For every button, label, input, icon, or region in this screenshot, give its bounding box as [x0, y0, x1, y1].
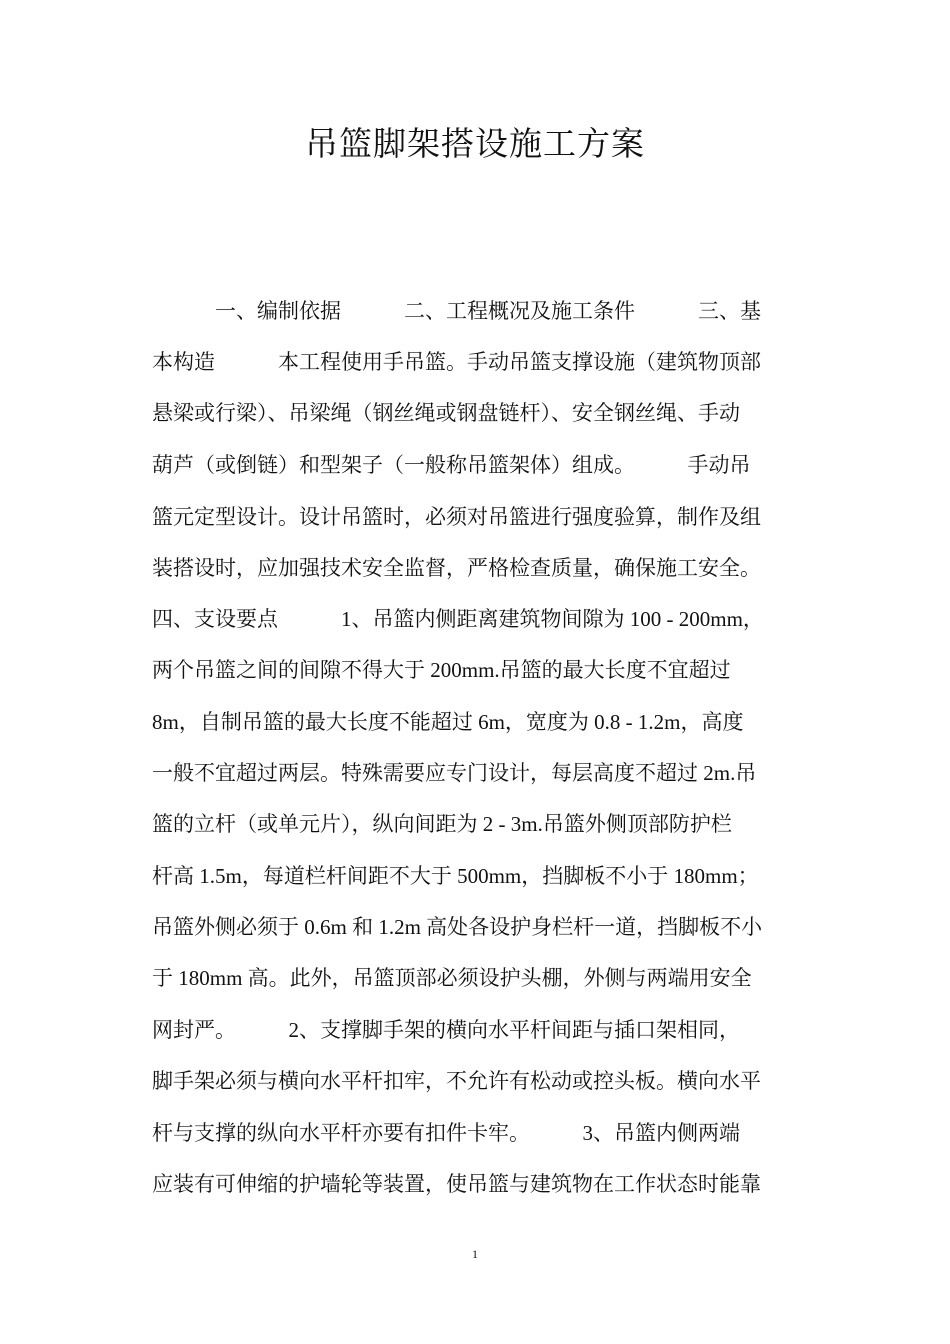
body-line: 两个吊篮之间的间隙不得大于 200mm.吊篮的最大长度不宜超过: [152, 658, 731, 682]
body-line: 吊篮外侧必须于 0.6m 和 1.2m 高处各设护身栏杆一道，挡脚板不小: [152, 915, 763, 939]
body-line: 四、支设要点 1、吊篮内侧距离建筑物间隙为 100 - 200mm，: [152, 607, 764, 631]
body-line: 脚手架必须与横向水平杆扣牢，不允许有松动或控头板。横向水平: [152, 1069, 761, 1093]
document-title: 吊篮脚架搭设施工方案: [305, 124, 645, 163]
body-line: 杆高 1.5m，每道栏杆间距不大于 500mm，挡脚板不小于 180mm；: [152, 864, 759, 888]
body-line: 8m，自制吊篮的最大长度不能超过 6m，宽度为 0.8 - 1.2m，高度: [152, 710, 744, 734]
body-line: 篮元定型设计。设计吊篮时，必须对吊篮进行强度验算，制作及组: [152, 505, 761, 529]
body-line: 装搭设时，应加强技术安全监督，严格检查质量，确保施工安全。: [152, 556, 761, 580]
body-line: 悬梁或行梁）、吊梁绳（钢丝绳或钢盘链杆）、安全钢丝绳、手动: [152, 401, 740, 425]
body-line: 杆与支撑的纵向水平杆亦要有扣件卡牢。 3、吊篮内侧两端: [152, 1121, 740, 1145]
body-line: 葫芦（或倒链）和型架子（一般称吊篮架体）组成。 手动吊: [152, 453, 751, 477]
body-line: 网封严。 2、支撑脚手架的横向水平杆间距与插口架相同，: [152, 1018, 740, 1042]
body-line: 一、编制依据 二、工程概况及施工条件 三、基: [152, 299, 761, 323]
page-number: 1: [472, 1247, 478, 1261]
body-line: 应装有可伸缩的护墙轮等装置，使吊篮与建筑物在工作状态时能靠: [152, 1172, 761, 1196]
body-line: 一般不宜超过两层。特殊需要应专门设计，每层高度不超过 2m.吊: [152, 761, 757, 785]
body-line: 于 180mm 高。此外，吊篮顶部必须设护头棚，外侧与两端用安全: [152, 966, 752, 990]
body-line: 篮的立杆（或单元片），纵向间距为 2 - 3m.吊篮外侧顶部防护栏: [152, 812, 732, 836]
body-line: 本构造 本工程使用手吊篮。手动吊篮支撑设施（建筑物顶部: [152, 350, 761, 374]
